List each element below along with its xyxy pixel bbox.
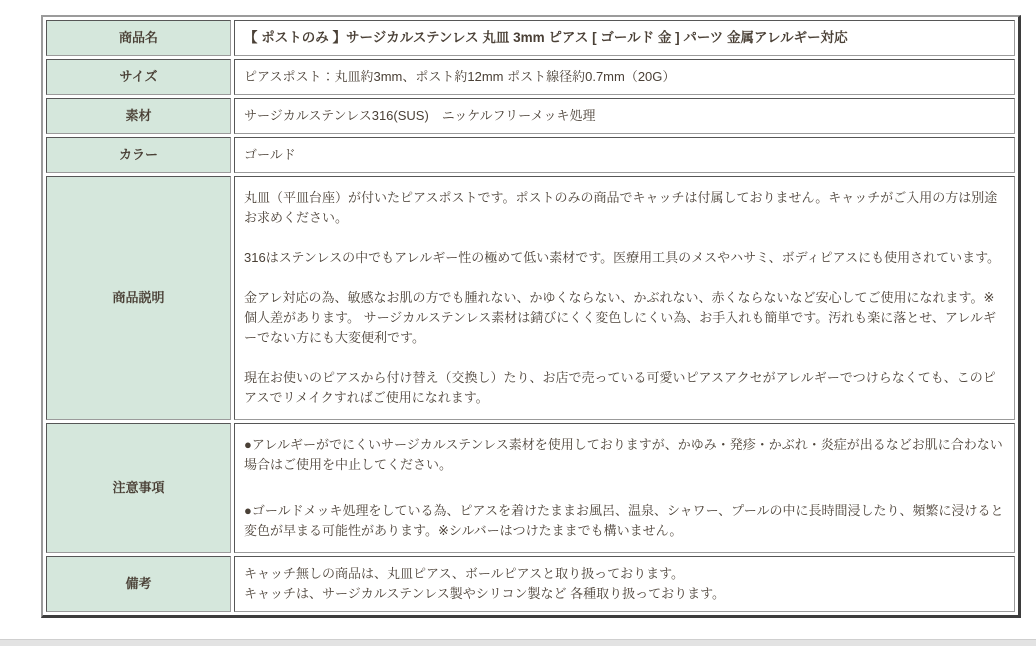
- table-row-color: [46, 137, 1015, 173]
- description-paragraph: 現在お使いのピアスから付け替え（交換し）たり、お店で売っている可愛いピアスアクセがアレルギーでつけらなくても、このピアスでリメイクすればご使用になれます。: [244, 370, 996, 405]
- table-row-description: [46, 176, 1015, 420]
- row-header-material: 素材: [46, 98, 231, 134]
- description-paragraph: 丸皿（平皿台座）が付いたピアスポストです。ポストのみの商品でキャッチは付属しておりません。キャッチがご入用の方は別途お求めください。: [244, 190, 998, 225]
- notes-paragraph: ●アレルギーがでにくいサージカルステンレス素材を使用しておりますが、かゆみ・発疹・かぶれ・炎症が出るなどお肌に合わない場合はご使用を中止してください。: [244, 437, 1003, 472]
- description-paragraph: 316はステンレスの中でもアレルギー性の極めて低い素材です。医療用工具のメスやハサミ、ボディピアスにも使用されています。: [244, 250, 1001, 265]
- product-name-value-cell: [234, 20, 1015, 56]
- remarks-line: キャッチ無しの商品は、丸皿ピアス、ボールピアスと取り扱っております。: [244, 566, 685, 581]
- table-row-notes: [46, 423, 1015, 553]
- size-value: ピアスポスト：丸皿約3mm、ポスト約12mm ポスト線径約0.7mm（20G）: [234, 59, 1015, 95]
- row-header-remarks: 備考: [46, 556, 231, 612]
- bottom-divider-bar: [0, 639, 1036, 646]
- color-value: ゴールド: [234, 137, 1015, 173]
- table-row-remarks: [46, 556, 1015, 612]
- row-header-color: カラー: [46, 137, 231, 173]
- table-row-product-name: [46, 20, 1015, 56]
- remarks-line: キャッチは、サージカルステンレス製やシリコン製など 各種取り扱っております。: [244, 586, 726, 601]
- remarks-value-cell: [234, 556, 1015, 612]
- row-header-size: サイズ: [46, 59, 231, 95]
- row-header-notes: 注意事項: [46, 423, 231, 553]
- row-header-product-name: 商品名: [46, 20, 231, 56]
- product-spec-table: [41, 15, 1021, 618]
- notes-paragraph: ●ゴールドメッキ処理をしている為、ピアスを着けたままお風呂、温泉、シャワー、プールの中に長時間浸したり、頻繁に浸けると変色が早まる可能性があります。※シルバーはつけたままでも構いません。: [244, 503, 1004, 538]
- row-header-description: 商品説明: [46, 176, 231, 420]
- notes-value-cell: [234, 423, 1015, 553]
- product-name-text: 【 ポストのみ 】サージカルステンレス 丸皿 3mm ピアス [ ゴールド 金 ] パーツ 金属アレルギー対応: [244, 30, 848, 45]
- table-row-size: [46, 59, 1015, 95]
- description-value-cell: [234, 176, 1015, 420]
- table-row-material: [46, 98, 1015, 134]
- description-paragraph: 金アレ対応の為、敏感なお肌の方でも腫れない、かゆくならない、かぶれない、赤くならないなど安心してご使用になれます。※個人差があります。 サージカルステンレス素材は錆びにくく変色しにくい為、お手入れも簡単です。汚れも楽に落とせ、アレルギーでない方にも大変便利です。: [244, 290, 997, 345]
- material-value: サージカルステンレス316(SUS) ニッケルフリーメッキ処理: [234, 98, 1015, 134]
